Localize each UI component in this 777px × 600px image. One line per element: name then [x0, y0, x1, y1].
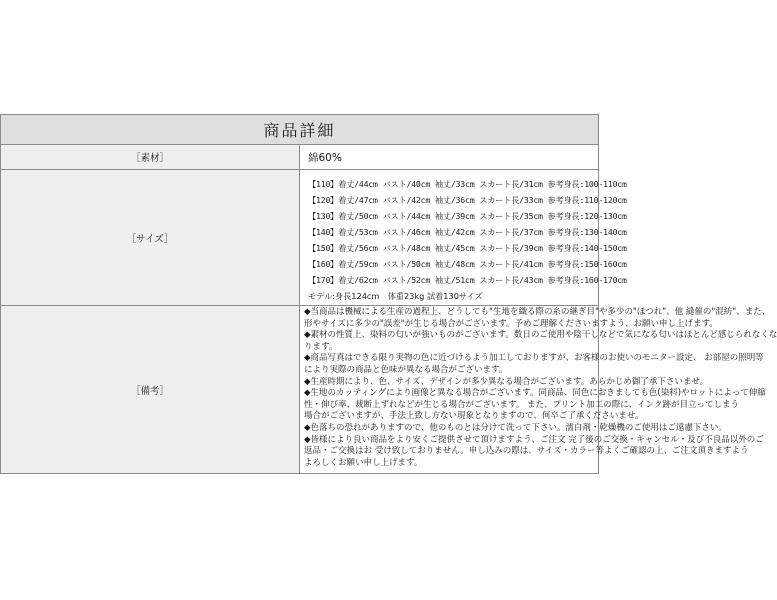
size-row-150: 【150】着丈/56cm バスト/48cm 袖丈/45cm スカート長/39cm 参考身長:140-150cm: [308, 243, 627, 253]
note-line: ◆生地のカッティングにより画像と異なる場合がございます。同商品、同色におきましても色(染料)やロットによって伸縮: [304, 388, 766, 399]
size-row-130: 【130】着丈/50cm バスト/44cm 袖丈/39cm スカート長/35cm 参考身長:120-130cm: [308, 211, 627, 221]
notes-label: ［備考］: [1, 306, 300, 474]
size-row-170: 【170】着丈/62cm バスト/52cm 袖丈/51cm スカート長/43cm 参考身長:160-170cm: [308, 275, 627, 285]
size-row-110: 【110】着丈/44cm バスト/40cm 袖丈/33cm スカート長/31cm 参考身長:100-110cm: [308, 179, 627, 189]
note-line: により実際の商品と色味が異なる場合がございます。: [304, 364, 508, 375]
size-row-160: 【160】着丈/59cm バスト/50cm 袖丈/48cm スカート長/41cm 参考身長:150-160cm: [308, 259, 627, 269]
note-line: ◆当商品は機械による生産の過程上、どうしても"生地を織る際の糸の継ぎ目"や多少の"ほつれ"、他 縫催の"混紡"、また、: [304, 307, 771, 317]
material-row: [1, 145, 599, 170]
note-line: ◆生産時期により、色、サイズ、デザインが多少異なる場合がございます。あらかじめ御了承下さいませ。: [304, 376, 709, 387]
sizes-label: ［サイズ］: [1, 170, 300, 306]
product-details-table: [0, 114, 777, 474]
model-info: モデル:身長124cm 体重23kg 試着130サイズ: [308, 291, 483, 301]
table-title: 商品詳細: [1, 115, 599, 145]
notes-cell: [300, 306, 777, 474]
notes-row: [1, 306, 599, 474]
material-label: ［素材］: [1, 145, 300, 170]
note-line: ◆皆様により良い商品をより安くご提供させて頂けますよう、ご注文 完了後のご交換・キャンセル・及び不良品以外のご: [304, 434, 764, 445]
note-line: 性・伸び率、裁断上ずれなどが生じる場合がございます。 また、プリント加工の際に、インク跡が目立ってしまう: [304, 399, 740, 410]
material-value: 綿60%: [300, 145, 599, 170]
note-line: ◆色落ちの恐れがありますので、他のものとは分けて洗って下さい。濡白剤・乾燥機のご使用はご遠慮下さい。: [304, 422, 727, 433]
sizes-row: [1, 170, 599, 306]
note-line: よろしくお願い申し上げます。: [304, 457, 423, 468]
sizes-cell: [300, 170, 627, 306]
note-line: ります。: [304, 341, 338, 352]
note-line: 形やサイズに多少の"誤差"が生じる場合がございます。予めご理解くださいますよう、お願い申し上げます。: [304, 318, 718, 329]
size-row-120: 【120】着丈/47cm バスト/42cm 袖丈/36cm スカート長/33cm 参考身長:110-120cm: [308, 195, 627, 205]
note-line: ◆商品写真はできる限り実物の色に近づけるよう加工しておりますが、お客様のお使いのモニター設定、 お部屋の照明等: [304, 353, 764, 364]
note-line: 場合がございますが、手法上致し方ない現象となりますので、何卒ご了承くださいませ。: [304, 411, 644, 422]
note-line: ◆素材の性質上、染料の匂いが強いものがございます。数日のご使用や陰干しなどで気になる匂いはほとんど感じられなくな: [304, 330, 777, 341]
note-line: 返品・ご交換はお 受け致しておりません。申し込みの際は、サイズ・カラー等よくご確認の上、ご注文頂きますよう: [304, 446, 749, 457]
size-row-140: 【140】着丈/53cm バスト/46cm 袖丈/42cm スカート長/37cm 参考身長:130-140cm: [308, 227, 627, 237]
